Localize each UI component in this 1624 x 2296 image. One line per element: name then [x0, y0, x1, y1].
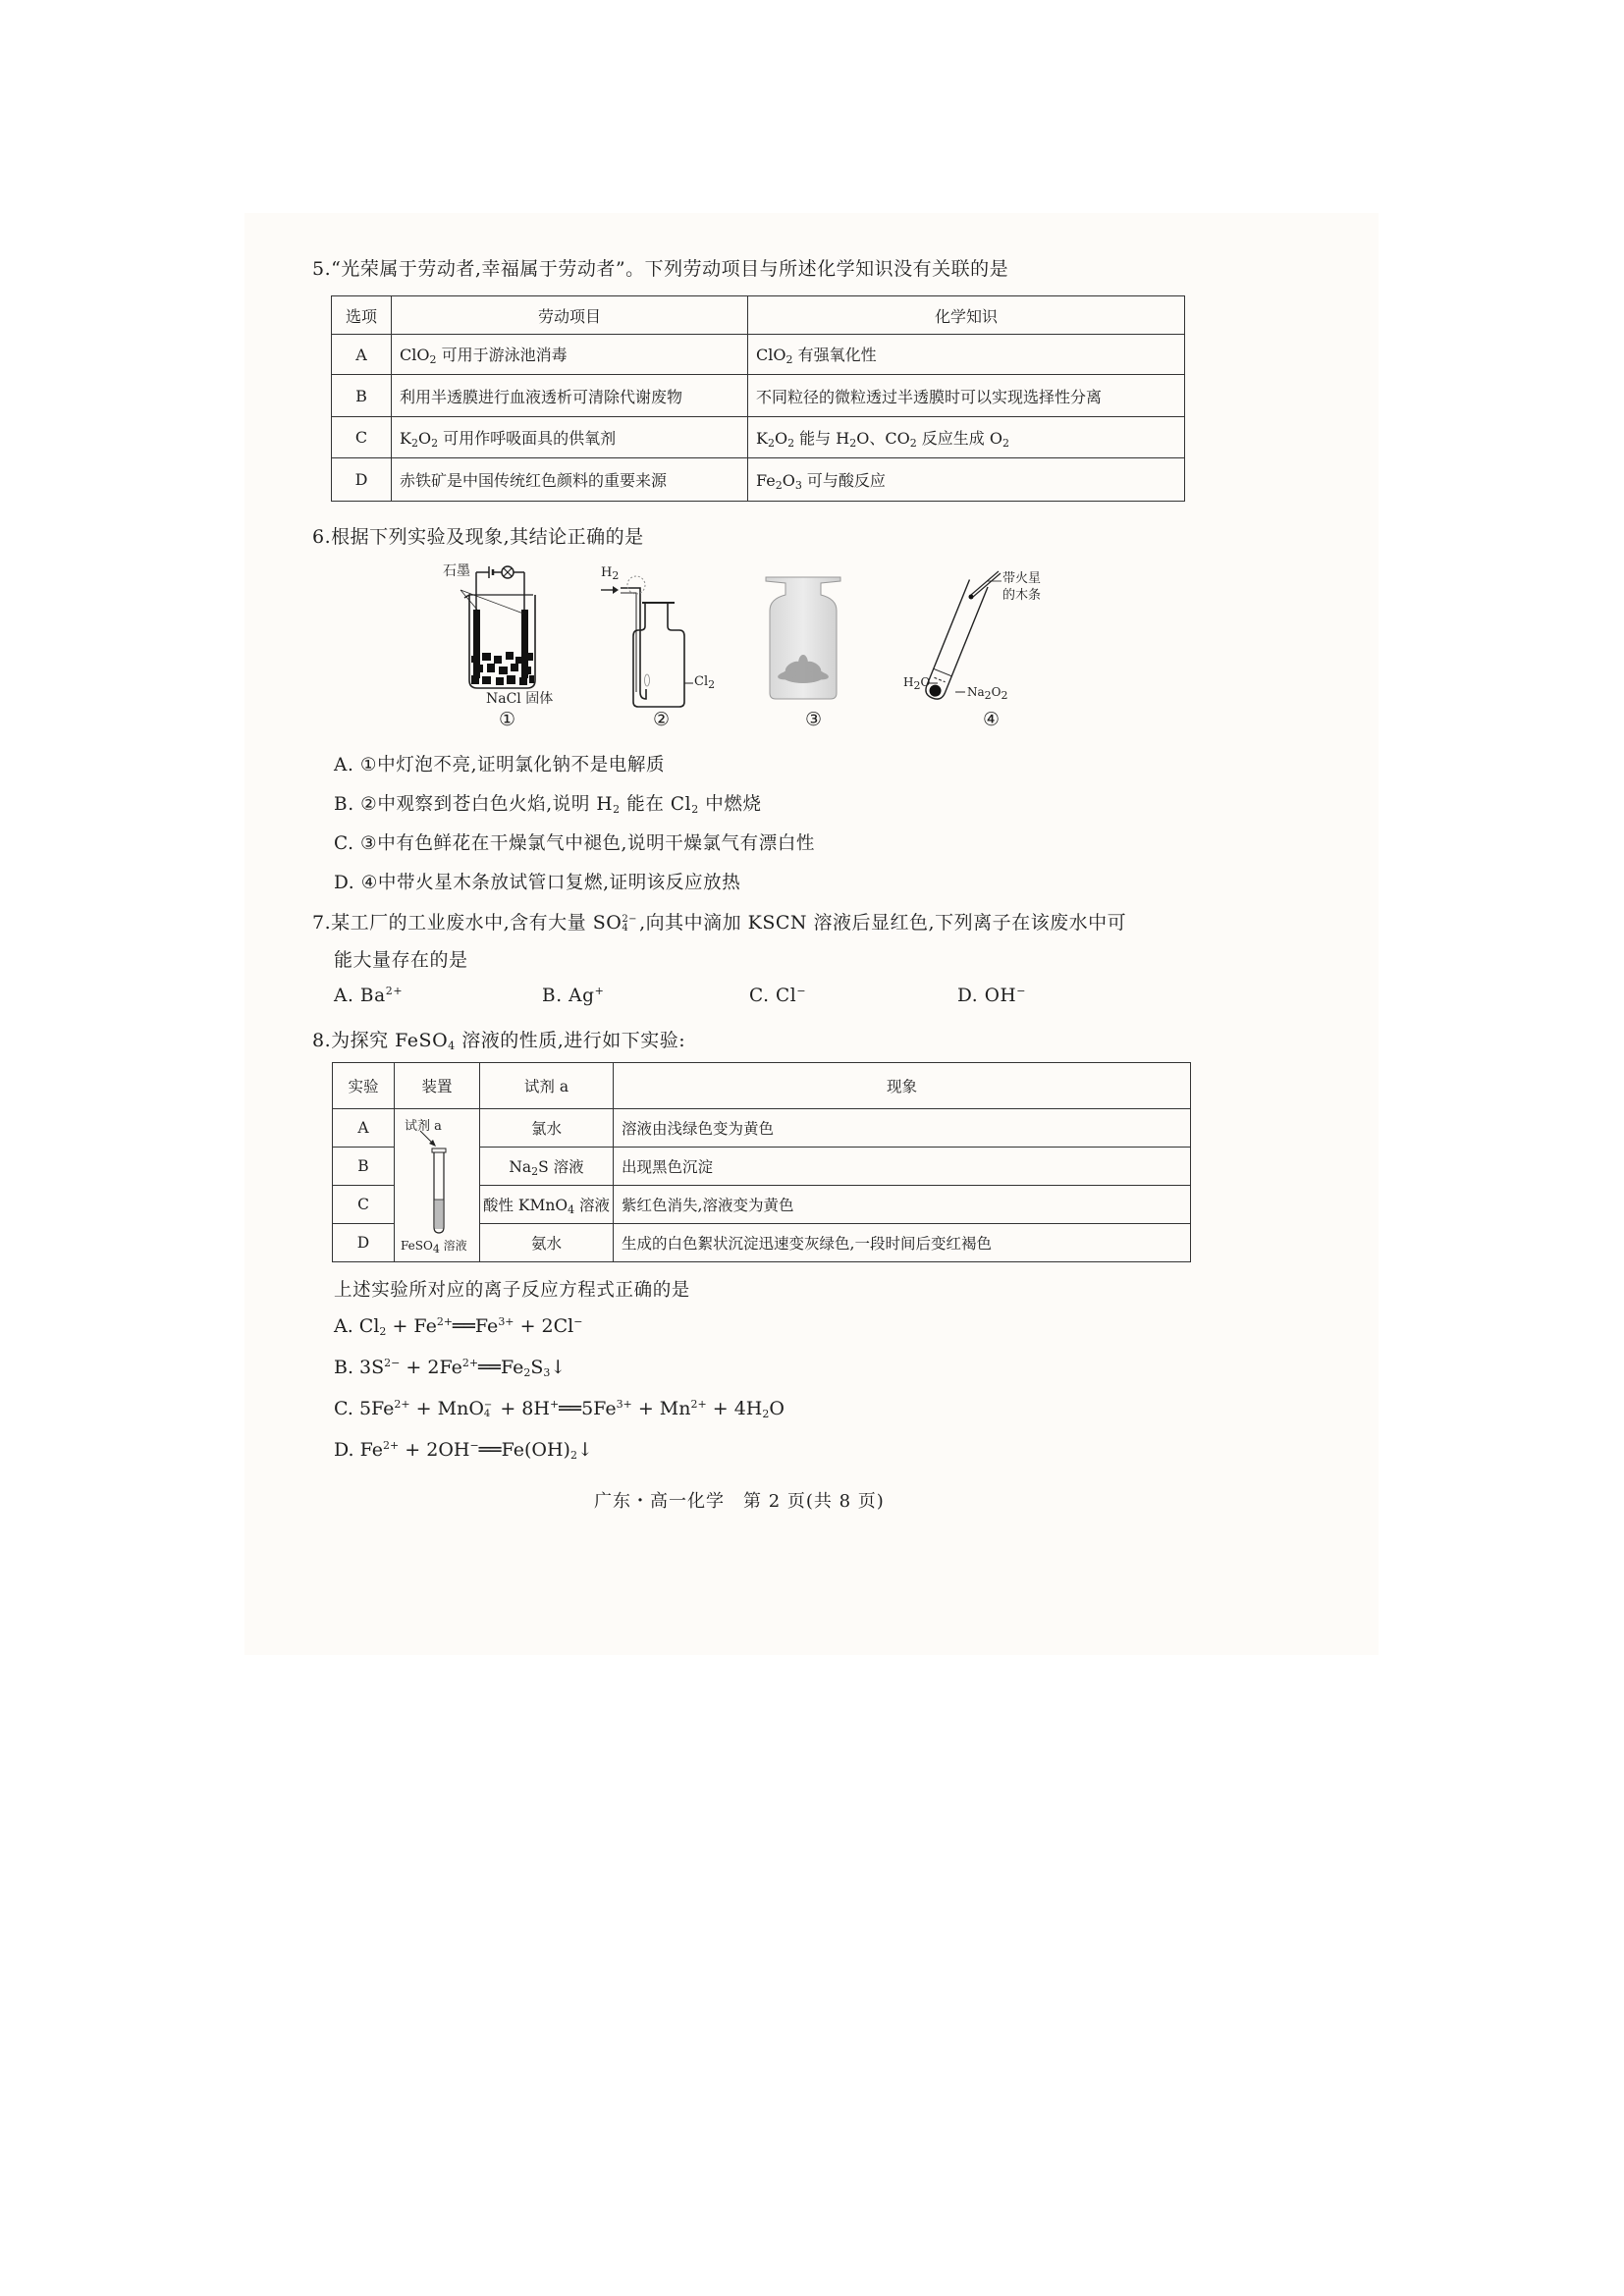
cl2-label: $Cl_2$ [694, 674, 716, 691]
page-footer: 广东・高一化学 第 2 页(共 8 页) [594, 1491, 885, 1512]
q8-option-d[interactable]: D. $Fe^{2+}$ + $2OH^-══Fe(OH)_2↓$ [334, 1439, 593, 1462]
q6-option-b[interactable]: B. ②中观察到苍白色火焰,说明 $H_2$ 能在 $Cl_2$ 中燃烧 [334, 794, 762, 816]
q8-row-a-experiment: A [333, 1109, 395, 1148]
q8-option-a[interactable]: A. $Cl_2$ + $Fe^{2+}══Fe^{3+} + 2Cl^-$ [334, 1315, 583, 1338]
q5-row-b-knowledge: 不同粒径的微粒透过半透膜时可以实现选择性分离 [748, 375, 1185, 417]
table-header-row [333, 1063, 1191, 1109]
table-row [332, 375, 1185, 417]
test-tube-diagram-icon [908, 567, 1065, 705]
table-header-row [332, 296, 1185, 335]
q5-table [331, 295, 1185, 502]
q5-row-a-knowledge: ClO$_2$ 有强氧化性 [748, 335, 1185, 375]
q5-stem: 5.“光荣属于劳动者,幸福属于劳动者”。下列劳动项目与所述化学知识没有关联的是 [312, 258, 1009, 280]
q8-row-c-phenomenon: 紫红色消失,溶液变为黄色 [614, 1186, 1191, 1224]
q6-option-d[interactable]: D. ④中带火星木条放试管口复燃,证明该反应放热 [334, 873, 741, 893]
figure-1-number: ① [499, 709, 516, 730]
table-row [332, 458, 1185, 502]
q8-row-c-experiment: C [333, 1186, 395, 1224]
q8-row-b-experiment: B [333, 1148, 395, 1186]
q8-stem: 8.为探究 FeSO$_4$ 溶液的性质,进行如下实验: [312, 1030, 686, 1052]
q5-row-b-option: B [332, 375, 392, 417]
feso4-solution-label: FeSO$_4$ 溶液 [401, 1239, 467, 1255]
q5-row-d-knowledge: $Fe_2O_3$ 可与酸反应 [748, 458, 1185, 502]
nacl-solid-label: NaCl 固体 [486, 691, 554, 707]
q7-stem-line2: 能大量存在的是 [334, 949, 468, 971]
figure-4-sodium-peroxide-tube [903, 567, 1065, 705]
q8-row-a-phenomenon: 溶液由浅绿色变为黄色 [614, 1109, 1191, 1148]
table-row [332, 417, 1185, 458]
glowing-splint-label-line1: 带火星 [1002, 571, 1042, 586]
q5-header-knowledge: 化学知识 [748, 296, 1185, 335]
figure-2-number: ② [653, 709, 671, 730]
graphite-label: 石墨 [443, 563, 470, 579]
q5-row-b-labor: 利用半透膜进行血液透析可清除代谢废物 [392, 375, 748, 417]
figure-2-hydrogen-chlorine-apparatus [601, 565, 724, 712]
q5-header-option: 选项 [332, 296, 392, 335]
q5-header-labor: 劳动项目 [392, 296, 748, 335]
table-row [333, 1109, 1191, 1148]
q6-option-c[interactable]: C. ③中有色鲜花在干燥氯气中褪色,说明干燥氯气有漂白性 [334, 833, 816, 854]
q8-option-c[interactable]: C. $5Fe^{2+} + MnO-$ $4 + 8H^+══5Fe^{3+} + Mn^{2+} + 4H_2O$ [334, 1398, 785, 1420]
q5-row-d-labor: 赤铁矿是中国传统红色颜料的重要来源 [392, 458, 748, 502]
q8-header-experiment: 实验 [333, 1063, 395, 1109]
water-label: $H_2O$ [903, 675, 931, 692]
q8-table [332, 1062, 1191, 1262]
flower-jar-icon [764, 569, 842, 702]
figure-3-number: ③ [805, 709, 823, 730]
h2-label: $H_2$ [601, 565, 620, 582]
q8-option-b[interactable]: B. $3S^{2-}$ + $2Fe^{2+}══Fe_2S_3↓$ [334, 1357, 567, 1379]
q7-option-a[interactable]: A. $Ba^{2+}$ [334, 985, 404, 1006]
q5-row-c-knowledge: $K_2O_2$ 能与 $H_2O$、$CO_2$ 反应生成 $O_2$ [748, 417, 1185, 458]
q7-option-b[interactable]: B. Ag+ [542, 985, 605, 1006]
q7-option-c[interactable]: C. Cl− [749, 985, 807, 1006]
q8-question: 上述实验所对应的离子反应方程式正确的是 [334, 1280, 690, 1301]
q8-header-apparatus: 装置 [395, 1063, 480, 1109]
q8-row-d-reagent: 氨水 [480, 1224, 614, 1262]
q8-row-d-phenomenon: 生成的白色絮状沉淀迅速变灰绿色,一段时间后变红褐色 [614, 1224, 1191, 1262]
q5-row-a-labor: ClO$_2$ 可用于游泳池消毒 [392, 335, 748, 375]
test-tube-icon [395, 1109, 483, 1256]
sodium-peroxide-label: $Na_2O_2$ [967, 685, 1008, 702]
glowing-splint-label-line2: 的木条 [1002, 588, 1042, 603]
q8-row-c-reagent: 酸性 KMnO$_4$ 溶液 [480, 1186, 614, 1224]
q5-row-c-option: C [332, 417, 392, 458]
q5-row-c-labor: $K_2O_2$ 可用作呼吸面具的供氧剂 [392, 417, 748, 458]
figure-1-conductivity-apparatus [443, 562, 565, 710]
q8-header-phenomenon: 现象 [614, 1063, 1191, 1109]
q8-row-b-phenomenon: 出现黑色沉淀 [614, 1148, 1191, 1186]
q6-stem: 6.根据下列实验及现象,其结论正确的是 [312, 526, 644, 548]
table-row [332, 335, 1185, 375]
figure-3-flower-bottle [764, 569, 842, 702]
reagent-a-label: 试剂 a [405, 1119, 442, 1134]
q8-row-b-reagent: $Na_2S$ 溶液 [480, 1148, 614, 1186]
q5-row-a-option: A [332, 335, 392, 375]
q7-stem-line1: 7.某工厂的工业废水中,含有大量 SO2− 4 ,向其中滴加 KSCN 溶液后显红色,下列离子在该废水中可 [312, 912, 1127, 934]
q6-option-a[interactable]: A. ①中灯泡不亮,证明氯化钠不是电解质 [334, 755, 666, 775]
q5-row-d-option: D [332, 458, 392, 502]
q8-header-reagent: 试剂 a [480, 1063, 614, 1109]
q8-row-d-experiment: D [333, 1224, 395, 1262]
figure-4-number: ④ [983, 709, 1001, 730]
q7-option-d[interactable]: D. OH− [957, 985, 1027, 1006]
q8-apparatus-cell [395, 1109, 480, 1262]
q8-row-a-reagent: 氯水 [480, 1109, 614, 1148]
